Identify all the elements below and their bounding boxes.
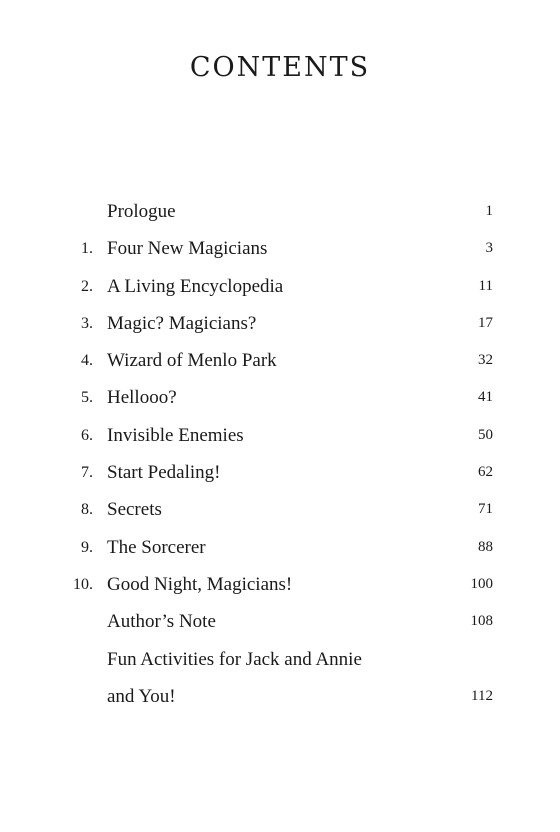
chapter-title: A Living Encyclopedia — [107, 275, 284, 297]
page-number: 88 — [478, 538, 493, 555]
chapter-title: Prologue — [107, 201, 176, 222]
toc-entry-chapter-5[interactable] — [0, 379, 560, 416]
page-number: 112 — [471, 687, 493, 704]
page-title: CONTENTS — [189, 52, 371, 83]
toc-entry-chapter-8[interactable] — [0, 491, 560, 528]
toc-entry-chapter-4[interactable] — [0, 342, 560, 379]
toc-entry-chapter-7[interactable] — [0, 454, 560, 491]
chapter-title: Author’s Note — [107, 611, 216, 633]
chapter-title: The Sorcerer — [107, 536, 206, 558]
toc-entry-chapter-3[interactable] — [0, 305, 560, 342]
chapter-title: Good Night, Magicians! — [107, 573, 293, 595]
chapter-number: 2. — [81, 277, 93, 295]
toc-entry-fun-activities-continued[interactable] — [0, 678, 560, 715]
chapter-number: 9. — [81, 538, 93, 556]
toc-entry-chapter-6[interactable] — [0, 417, 560, 454]
toc-entry-chapter-9[interactable] — [0, 529, 560, 566]
chapter-title: Invisible Enemies — [107, 424, 244, 446]
chapter-number: 4. — [81, 352, 93, 370]
chapter-title: Magic? Magicians? — [107, 312, 257, 334]
page-number: 3 — [485, 240, 493, 257]
page-number: 17 — [478, 314, 493, 331]
toc-entry-fun-activities[interactable] — [0, 641, 560, 678]
chapter-title: Start Pedaling! — [107, 462, 221, 484]
page-number: 71 — [478, 501, 493, 518]
page-number: 100 — [470, 575, 493, 592]
chapter-number: 3. — [81, 314, 93, 332]
chapter-title: Secrets — [107, 499, 162, 521]
chapter-number: 5. — [81, 389, 93, 407]
toc-entry-prologue[interactable] — [0, 193, 560, 230]
page-number: 11 — [478, 277, 493, 294]
page-number: 108 — [470, 613, 493, 630]
page-number: 32 — [478, 352, 493, 369]
toc-entry-chapter-2[interactable] — [0, 268, 560, 305]
page-number: 41 — [478, 389, 493, 406]
chapter-number: 8. — [81, 501, 93, 519]
table-of-contents — [0, 193, 560, 715]
toc-entry-chapter-10[interactable] — [0, 566, 560, 603]
chapter-number: 6. — [81, 426, 93, 444]
toc-entry-chapter-1[interactable] — [0, 230, 560, 267]
page-number: 50 — [478, 426, 493, 443]
chapter-number: 1. — [81, 240, 93, 258]
chapter-title: Wizard of Menlo Park — [107, 350, 277, 372]
page-number: 1 — [485, 203, 493, 219]
chapter-number: 7. — [81, 464, 93, 482]
toc-entry-authors-note[interactable] — [0, 603, 560, 640]
page-number: 62 — [478, 464, 493, 481]
chapter-title: Four New Magicians — [107, 238, 268, 260]
chapter-number: 10. — [73, 575, 93, 593]
chapter-title: Hellooo? — [107, 387, 177, 409]
chapter-title: Fun Activities for Jack and Annie — [107, 648, 362, 670]
chapter-title: and You! — [107, 685, 176, 707]
